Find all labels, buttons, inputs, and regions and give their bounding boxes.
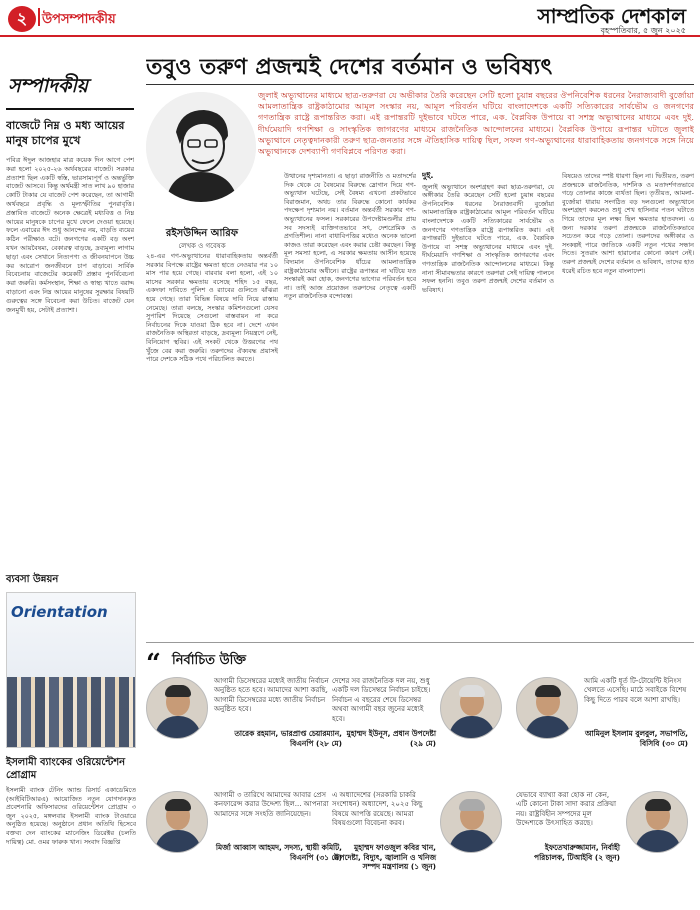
selected-quotes-box	[146, 642, 694, 906]
business-photo-banner: Orientation	[11, 603, 108, 621]
business-headline: ইসলামী ব্যাংকের ওরিয়েন্টেশন প্রোগ্রাম	[6, 757, 126, 781]
section-name: উপসম্পাদকীয়	[42, 12, 116, 27]
quote-photo	[146, 791, 208, 853]
quote-photo	[626, 791, 688, 853]
quote-photo	[440, 791, 502, 853]
quote-item	[516, 791, 700, 887]
quote-attribution: মুহাম্মদ ফাওজুল কবির খান, উপদেষ্টা, বিদ্যুৎ, জ্বালানি ও খনিজ সম্পদ মন্ত্রণালয় (১ জুন)	[333, 843, 436, 872]
page-number: ২	[8, 6, 36, 32]
masthead-rule	[0, 35, 700, 37]
article-column-1: ২৪-এর গণ-অভ্যুত্থানের ধারাবাহিকতায় অন্তর্বর্তী সরকার বিপক্ষে রাষ্ট্রের ক্ষমতা হাতে নেওয়ার পর ১০ মাস পার হয়ে গেছে। বারবার বলা হলো, এই ১০ মাসের সরকার ক্ষমতায় বসেছে শহিদ ১৫ বছর, একদফা দাবিতে পুলিশ ও র‍্যাবের গুলিতে ঝাঁঝরা হয়ে গেছে। তারা বিভিন্ন বিষয়ে দাবি নিয়ে রাস্তায় নেমেছে। তারা বলছে, সংস্কার কমিশনগুলো যেসব সুপারিশ দিয়েছে সেগুলো বাস্তবায়ন না করে নির্বাচনের দিকে যাওয়া ঠিক হবে না। দেশে এখন রাজনৈতিক অস্থিরতা বাড়ছে, দ্রব্যমূল্য নিয়ন্ত্রণে নেই, বিনিয়োগ স্থবির। এই সংকট থেকে উত্তরণের পথ খুঁজে বের করা জরুরি। তরুণদের ঐক্যবদ্ধ প্রয়াসই পারে দেশকে সঠিক পথে পরিচালিত করতে।	[146, 252, 278, 364]
business-body: ইসলামী ব্যাংক টেনিং অ্যান্ড রিসার্চ একাডেমিতে (আইবিটিআরএ) আয়োজিত নতুন যোগদানকৃত প্রবেশনারি অফিসারদের ওরিয়েন্টেশন প্রোগ্রাম ৩ জুন ২০২৫, মঙ্গলবার ইসলামী ব্যাংক টাওয়ারে অনুষ্ঠিত হয়েছে। অনুষ্ঠানে প্রধান অতিথি হিসেবে বক্তব্য দেন ব্যাংকের ম্যানেজিং ডিরেক্টর (চলতি দায়িত্ব) মো. ওমর ফারুক খান। সংবাদ বিজ্ঞপ্তি	[6, 786, 136, 846]
quote-attribution: আমিনুল ইসলাম বুলবুল, সভাপতি, বিসিবি (৩০ মে)	[584, 729, 688, 748]
quote-text: দেশের সব রাজনৈতিক দল নয়, শুধু একটি দল ডিসেম্বরে নির্বাচন চাইছে। নির্বাচন এ বছরের শেষে ডিসেম্বর অথবা আগামী বছর জুনের মধ্যেই হবে।	[332, 677, 431, 723]
article-subhead: দুই.	[422, 172, 434, 180]
quote-mark-icon: “	[146, 649, 161, 679]
editorial-column	[6, 42, 134, 562]
author-portrait-icon	[146, 92, 256, 202]
section-divider-icon	[38, 8, 40, 26]
quote-photo	[440, 677, 502, 739]
author-role: লেখক ও গবেষক	[178, 242, 226, 250]
article-headline: তবুও তরুণ প্রজন্মই দেশের বর্তমান ও ভবিষ্যৎ	[146, 55, 553, 80]
business-section-label: ব্যবসা উন্নয়ন	[6, 574, 59, 585]
masthead	[0, 0, 700, 36]
editorial-label: সম্পাদকীয়	[6, 42, 134, 110]
quote-attribution: তারেক রহমান, ভারপ্রাপ্ত চেয়ারম্যান, বিএনপি (২৮ মে)	[234, 729, 342, 748]
paper-date: বৃহস্পতিবার, ৫ জুন ২০২৫	[600, 26, 686, 35]
quotes-title: নির্বাচিত উক্তি	[172, 653, 246, 668]
quote-attribution: মুহাম্মদ ইউনূস, প্রধান উপদেষ্টা (২৯ মে)	[346, 729, 436, 748]
quote-item	[516, 677, 700, 773]
editorial-body: পবিত্র ঈদুল আজহার মাত্র কয়েক দিন আগে পেশ করা হলো ২০২৫-২৬ অর্থবছরের বাজেট। সরকার প্রত্যাশা ছিল একটি স্বস্তি, ভারসাম্যপূর্ণ ও অন্তর্ভুক্তি বাজেট আসবে। কিন্তু অর্থমন্ত্রী সাত লাখ ৯০ হাজার কোটি টাকার যে বাজেট পেশ করেছেন, তা আগামী অর্থবছরে প্রবৃদ্ধি ও মূল্যস্ফীতির পুনরাবৃত্তি। প্রস্তাবিত বাজেটে অনেক ক্ষেত্রেই মধ্যবিত্ত ও নিম্ন আয়ের মানুষকে চাপের মুখে ফেলে দেওয়া হয়েছে। ফলে এবারের ঈদ শুধু আনন্দের নয়, বাড়তি ব্যয়ের কঠিন পরীক্ষাও বটে। জনগণের একটি বড় অংশ যখন আয়বৈষম্য, বেকারত্ব বাড়ছে, দ্রব্যমূল্য লাগাম ছাড়া এবং সেখানে নিত্যপণ্য ও জীবনযাপনে উচ্চ কর আরোপ জনজীবনে চাপ বাড়াবে। সার্বিক বিবেচনায় বাজেটের কয়েকটি প্রস্তাব পুনর্বিবেচনা করা জরুরি। কর্মসংস্থান, শিক্ষা ও স্বাস্থ্য খাতে বরাদ্দ বাড়ানো এবং নিম্ন আয়ের মানুষের সুরক্ষার বিষয়টি গুরুত্বের সঙ্গে বিবেচনা করা উচিত। বাজেট যেন জনমুখী হয়, সেটাই প্রত্যাশা।	[6, 156, 134, 314]
quote-attribution: মির্জা আব্বাস আহমদ, সদস্য, স্থায়ী কমিটি, বিএনপি (৩১ মে)	[215, 843, 342, 862]
quote-text: যেভাবে ব্যাখ্যা করা হোক না কেন, এটি কোনো টাকা সাদা করার প্রক্রিয়া নয়। রাষ্ট্রবিহীন সম্পদের মূল উদ্দেশ্যকে উৎসাহিত করছে।	[516, 791, 617, 828]
article-intro: জুলাই অভ্যুত্থানের মাধ্যমে ছাত্র-তরুণরা যে অভীকার তৈরি করেছেন সেটি হলো চুয়ান্ন বছরের ঔপনিবেশিক ধরনের নৈরাজ্যবাদী বুর্জোয়া আমলাতান্ত্রিক রাষ্ট্রকাঠামোর আমূল সংস্কার নয়, আমূল পরিবর্তন ঘটিয়ে বাংলাদেশকে একটি সত্যিকারের সার্বভৌম ও জনগণের গণতান্ত্রিক রাষ্ট্রে রূপান্তরিত করা। এই রূপান্তরটি দুইভাবে ঘটতে পারে, এক. বৈপ্লবিক উপায়ে বা সশস্ত্র অভ্যুত্থানের মাধ্যমে এবং দুই. দীর্ঘমেয়াদি গণশিক্ষা ও সাংস্কৃতিক জাগরণের মাধ্যমে রাজনৈতিক আন্দোলনের মাধ্যমে। বৈপ্লবিক উপায়ে রূপান্তর ঘটাতে জুলাই অভ্যুত্থানে নেতৃত্বদানকারী তরুণ ছাত্র-জনতার সঙ্গে ঐতিহাসিক দায়িত্ব ছিল, সফল গণ-অভ্যুত্থানের ধারাবাহিকতায় জনগণকে সঙ্গে নিয়ে অভ্যুত্থানকে দেশব্যাপী গণবিপ্লবে পরিণত করা।	[258, 90, 694, 157]
business-photo-people	[7, 677, 135, 747]
editorial-headline: বাজেটে নিম্ন ও মধ্য আয়ের মানুষ চাপের মুখে	[6, 119, 125, 147]
quote-text: এ অধ্যাদেশের (সরকারি চাকরি সংশোধন) অধ্যাদেশ, ২০২৫ কিছু বিষয়ে আপত্তি রয়েছে। আমরা বিষয়গুলো বিবেচনা করব।	[332, 791, 423, 828]
article-column-4: বিষয়েও তাদের স্পষ্ট ধারণা ছিল না। দ্বিতীয়ত, তরুণ প্রজন্মকে রাজনৈতিক, দার্শনিক ও মতাদর্শগতভাবে গড়ে তোলার কাজে ব্যর্থতা ছিল। তৃতীয়ত, আমলা-বুর্জোয়া ধারায় সংগঠিত বড় দলগুলো অভ্যুত্থানে অংশগ্রহণ করলেও শুধু শেখ হাসিনার পতন ঘটাতে গিয়ে তাদের মূল লক্ষ্য ছিল ক্ষমতার হাতবদল। এ জন্য দরকার তরুণ প্রজন্মকে রাজনৈতিকভাবে সচেতন করে গড়ে তোলা। তরুণদের অঙ্গীকার ও সংকল্পই পারে জাতিকে একটি নতুন পথের সন্ধান দিতে। সুতরাং আশা হারানোর কোনো কারণ নেই। তরুণ প্রজন্মই দেশের বর্তমান ও ভবিষ্যৎ, তাদের হাত ধরেই রচিত হবে নতুন বাংলাদেশ।	[562, 172, 694, 275]
quote-attribution: ইফতেখারুজ্জামান, নির্বাহী পরিচালক, টিআইবি (২ জুন)	[534, 843, 620, 862]
quote-photo	[146, 677, 208, 739]
author-portrait	[146, 92, 256, 202]
article-column-2: উত্থানের দৃশ্যমানতা। এ ছাড়া রাজনীতি ও মতাদর্শের দিক থেকে যে বৈষম্যের বিরুদ্ধে স্লোগান দিয়ে গণ-অভ্যুত্থান ঘটেছে, সেই বৈষম্য এখনো প্রকটভাবে বিরাজমান, অথচ তার বিরুদ্ধে কোনো কার্যকর পদক্ষেপ দৃশ্যমান নয়। বর্তমান অন্তর্বর্তী সরকার গণ-অভ্যুত্থানের ফসল। সরকারের উপদেষ্টামণ্ডলীর প্রায় সব সদস্যই ব্যক্তিগতভাবে সৎ, দেশপ্রেমিক ও প্রগতিশীল। নানা বাধাবিপত্তির মধ্যেও অনেক ভালো কাজও তারা করেছেন এবং করার চেষ্টা করছেন। কিন্তু মূল সমস্যা হলো, এ সরকার ক্ষমতায় আসীন হয়েছে বিদ্যমান ঔপনিবেশিক ধাঁচের আমলাতান্ত্রিক রাষ্ট্রকাঠামোর অধীনে। রাষ্ট্রের রূপান্তর না ঘটিয়ে যত সংস্কারই করা হোক, জনগণের ভাগ্যের পরিবর্তন হবে না। তাই আজ প্রয়োজন তরুণদের নেতৃত্বে একটি নতুন রাজনৈতিক বন্দোবস্ত।	[284, 172, 416, 301]
quote-text: আগামী ৩ তারিখে আমাদের আবার প্রেস কনফারেন্স করার উদ্দেশ্য ছিল... আপনারা আমাদের সঙ্গে সংহতি জানিয়েছেন।	[214, 791, 329, 818]
business-photo	[6, 592, 136, 748]
quote-photo	[516, 677, 578, 739]
paper-name: সাম্প্রতিক দেশকাল	[537, 4, 686, 28]
article-column-3	[422, 172, 554, 634]
article-column-3-text: জুলাই অভ্যুত্থানে অংশগ্রহণ করা ছাত্র-তরুণরা, যে অঙ্গীকার তৈরি করেছেন সেটি হলো চুয়ান্ন বছরের ঔপনিবেশিক ধরনের নৈরাজ্যবাদী বুর্জোয়া আমলাতান্ত্রিক রাষ্ট্রকাঠামোর আমূল পরিবর্তন ঘটিয়ে বাংলাদেশকে একটি সত্যিকারের সার্বভৌম ও জনগণের গণতান্ত্রিক রাষ্ট্রে রূপান্তরিত করা। এই রূপান্তরটি দুইভাবে ঘটতে পারে, এক. বৈপ্লবিক উপায়ে বা সশস্ত্র অভ্যুত্থানের মাধ্যমে এবং দুই. দীর্ঘমেয়াদি গণশিক্ষা ও সাংস্কৃতিক জাগরণের এবং গণতান্ত্রিক রাজনৈতিক আন্দোলনের মাধ্যমে। কিন্তু নানা সীমাবদ্ধতার কারণে তরুণরা সেই দায়িত্ব পালনে সফল হননি। তবুও তরুণ প্রজন্মই দেশের বর্তমান ও ভবিষ্যৎ।	[422, 182, 554, 294]
author-name: রইসউদ্দিন আরিফ	[165, 228, 239, 239]
quote-text: আগামী ডিসেম্বরের মধ্যেই জাতীয় নির্বাচন অনুষ্ঠিত হতে হবে। আমাদের আশা করছি, আগামী ডিসেম্বরের মধ্যে জাতীয় নির্বাচন অনুষ্ঠিত হবে।	[214, 677, 329, 714]
headline-rule	[146, 84, 694, 85]
quote-text: আমি একটি ধূর্ত টি-টোয়েন্টি ইনিংস খেলতে এসেছি। মাঠে সবাইকে বিশেষ কিছু দিতে পারব বলে আশা রাখছি।	[584, 677, 687, 704]
